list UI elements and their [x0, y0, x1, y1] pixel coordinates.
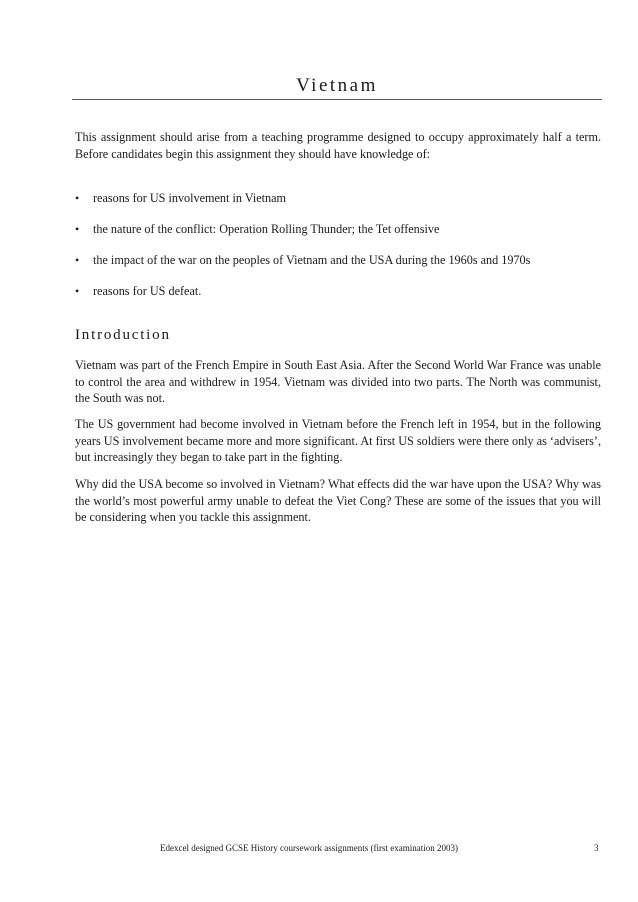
list-item-text: reasons for US defeat. [93, 284, 202, 298]
bullet-icon: • [75, 253, 80, 267]
list-item-text: reasons for US involvement in Vietnam [93, 191, 286, 205]
title-divider [72, 99, 602, 100]
list-item-text: the nature of the conflict: Operation Rolling Thunder; the Tet offensive [93, 222, 440, 236]
page-footer: Edexcel designed GCSE History coursework assignments (first examination 2003) [160, 843, 458, 853]
page-number: 3 [594, 843, 599, 853]
bullet-icon: • [75, 284, 80, 298]
body-paragraph: The US government had become involved in Vietnam before the French left in 1954, but in the following years US involvement became more and more significant. At first US soldiers were there only as ‘advisers’, but increasingly they began to take part in the fighting. [75, 417, 601, 464]
page-title: Vietnam [296, 75, 378, 96]
body-paragraph: Vietnam was part of the French Empire in South East Asia. After the Second World War France was unable to control the area and withdrew in 1954. Vietnam was divided into two parts. The North was communist, the South was not. [75, 358, 601, 405]
intro-paragraph: This assignment should arise from a teaching programme designed to occupy approximately half a term. Before candidates begin this assignment they should have knowledge of: [75, 130, 601, 161]
list-item-text: the impact of the war on the peoples of Vietnam and the USA during the 1960s and 1970s [93, 253, 531, 267]
bullet-icon: • [75, 222, 80, 236]
body-paragraph: Why did the USA become so involved in Vietnam? What effects did the war have upon the USA? Why was the world’s most powerful army unable to defeat the Viet Cong? These are some of the issues that you will be considering when you tackle this assignment. [75, 477, 601, 524]
bullet-icon: • [75, 191, 80, 205]
section-heading-introduction: Introduction [75, 327, 171, 343]
